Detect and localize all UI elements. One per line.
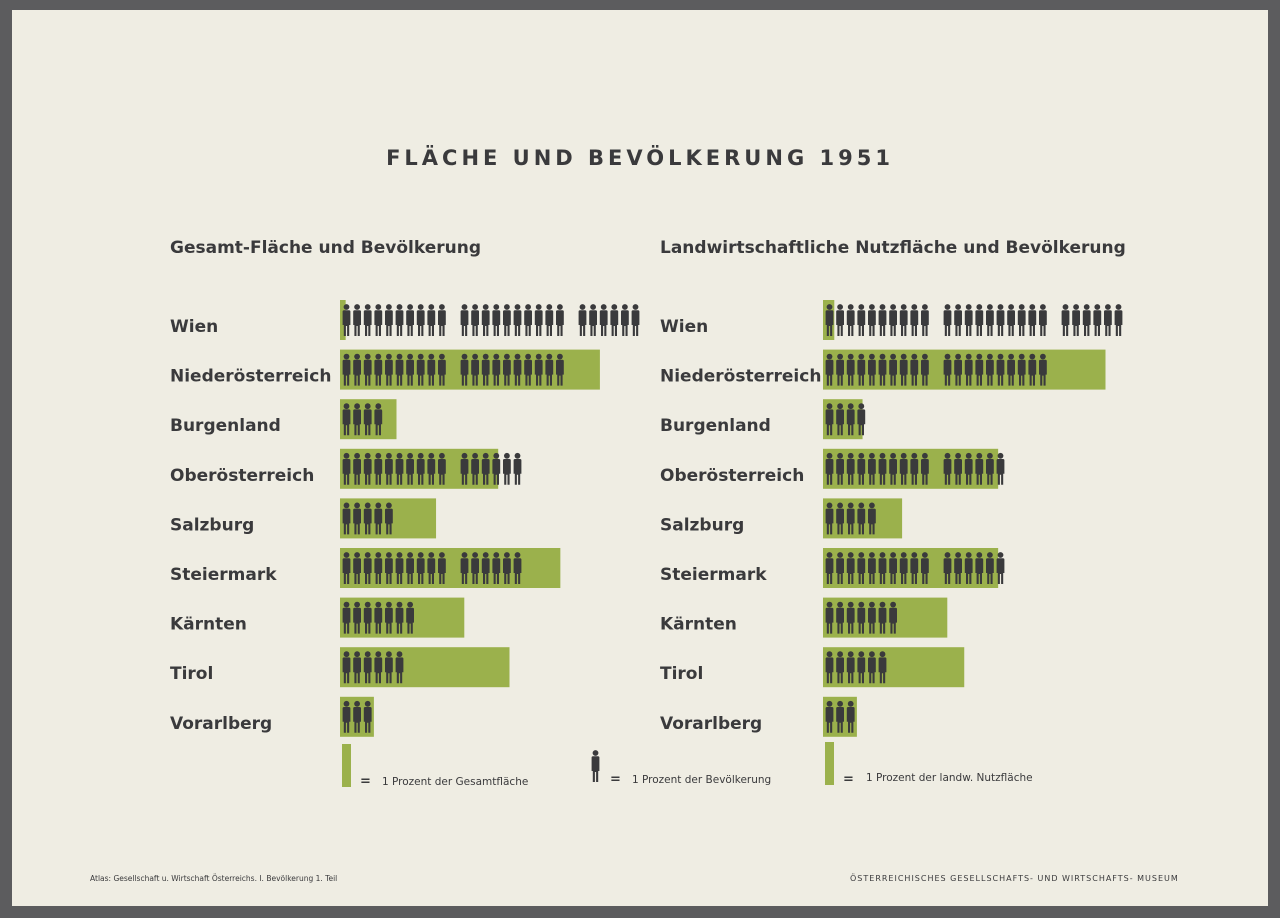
population-person-icon [1039,304,1047,336]
panel-title-agricultural-area: Landwirtschaftliche Nutzfläche und Bevölkerung [660,238,1126,258]
panel-title-total-area: Gesamt-Fläche und Bevölkerung [170,238,482,258]
population-person-icon [353,304,361,336]
category-label: Burgenland [170,416,281,437]
population-person-icon [986,304,994,336]
category-label: Vorarlberg [660,713,763,734]
category-label: Niederösterreich [660,366,822,387]
population-person-icon [556,304,564,336]
category-label: Burgenland [660,416,771,437]
area-bar [340,548,560,588]
population-person-icon [1115,304,1123,336]
population-person-icon [621,304,629,336]
population-person-icon [997,304,1005,336]
population-person-icon [954,304,962,336]
population-person-icon [1028,304,1036,336]
category-label: Tirol [660,664,704,685]
population-person-icon [545,304,553,336]
legend-person-icon [592,750,600,782]
population-person-icon [514,304,522,336]
category-label: Niederösterreich [170,366,332,387]
population-person-icon [1007,304,1015,336]
legend-label-agricultural-area: 1 Prozent der landw. Nutzfläche [866,772,1033,784]
legend-label-total-area: 1 Prozent der Gesamtfläche [382,776,529,788]
area-bar [823,647,964,687]
category-label: Salzburg [170,515,255,536]
population-person-icon [1093,304,1101,336]
population-person-icon [471,304,479,336]
legend-agri-bar-swatch [825,742,834,785]
population-person-icon [482,304,490,336]
population-person-icon [879,304,887,336]
population-person-icon [632,304,640,336]
legend-label-population: 1 Prozent der Bevölkerung [632,774,772,786]
legend-equals: = [843,772,854,787]
population-person-icon [1018,304,1026,336]
population-person-icon [514,453,522,485]
population-person-icon [868,304,876,336]
population-person-icon [965,304,973,336]
category-label: Kärnten [660,614,737,635]
population-person-icon [385,304,393,336]
category-label: Oberösterreich [170,465,315,486]
category-label: Oberösterreich [660,465,805,486]
population-person-icon [417,304,425,336]
population-person-icon [524,304,532,336]
legend-equals: = [360,774,371,789]
population-person-icon [610,304,618,336]
population-person-icon [503,453,511,485]
category-label: Wien [170,317,219,337]
page-title: FLÄCHE UND BEVÖLKERUNG 1951 [386,146,894,170]
population-person-icon [461,304,469,336]
legend-area-bar-swatch [342,744,351,787]
population-person-icon [889,304,897,336]
population-person-icon [427,304,435,336]
population-person-icon [1104,304,1112,336]
legend-equals: = [610,772,621,787]
population-person-icon [438,304,446,336]
population-person-icon [503,304,511,336]
population-person-icon [900,304,908,336]
footer-museum-name: ÖSTERREICHISCHES GESELLSCHAFTS- UND WIRTSCHAFTS- MUSEUM [850,874,1179,883]
category-label: Steiermark [660,565,767,585]
population-person-icon [944,304,952,336]
population-person-icon [535,304,543,336]
population-person-icon [600,304,608,336]
footer-atlas-reference: Atlas: Gesellschaft u. Wirtschaft Österreichs. I. Bevölkerung 1. Teil [90,874,338,883]
population-person-icon [836,304,844,336]
population-person-icon [406,304,414,336]
population-person-icon [910,304,918,336]
category-label: Wien [660,317,709,337]
category-label: Kärnten [170,614,247,635]
population-person-icon [396,304,404,336]
population-person-icon [975,304,983,336]
population-person-icon [857,304,865,336]
population-person-icon [374,304,382,336]
category-label: Steiermark [170,565,277,585]
population-person-icon [579,304,587,336]
category-label: Tirol [170,664,214,685]
category-label: Vorarlberg [170,713,273,734]
population-person-icon [1083,304,1091,336]
population-person-icon [364,304,372,336]
population-person-icon [921,304,929,336]
population-person-icon [1072,304,1080,336]
area-bar [823,350,1106,390]
population-person-icon [589,304,597,336]
population-person-icon [1062,304,1070,336]
population-person-icon [492,304,500,336]
category-label: Salzburg [660,515,745,536]
population-person-icon [847,304,855,336]
